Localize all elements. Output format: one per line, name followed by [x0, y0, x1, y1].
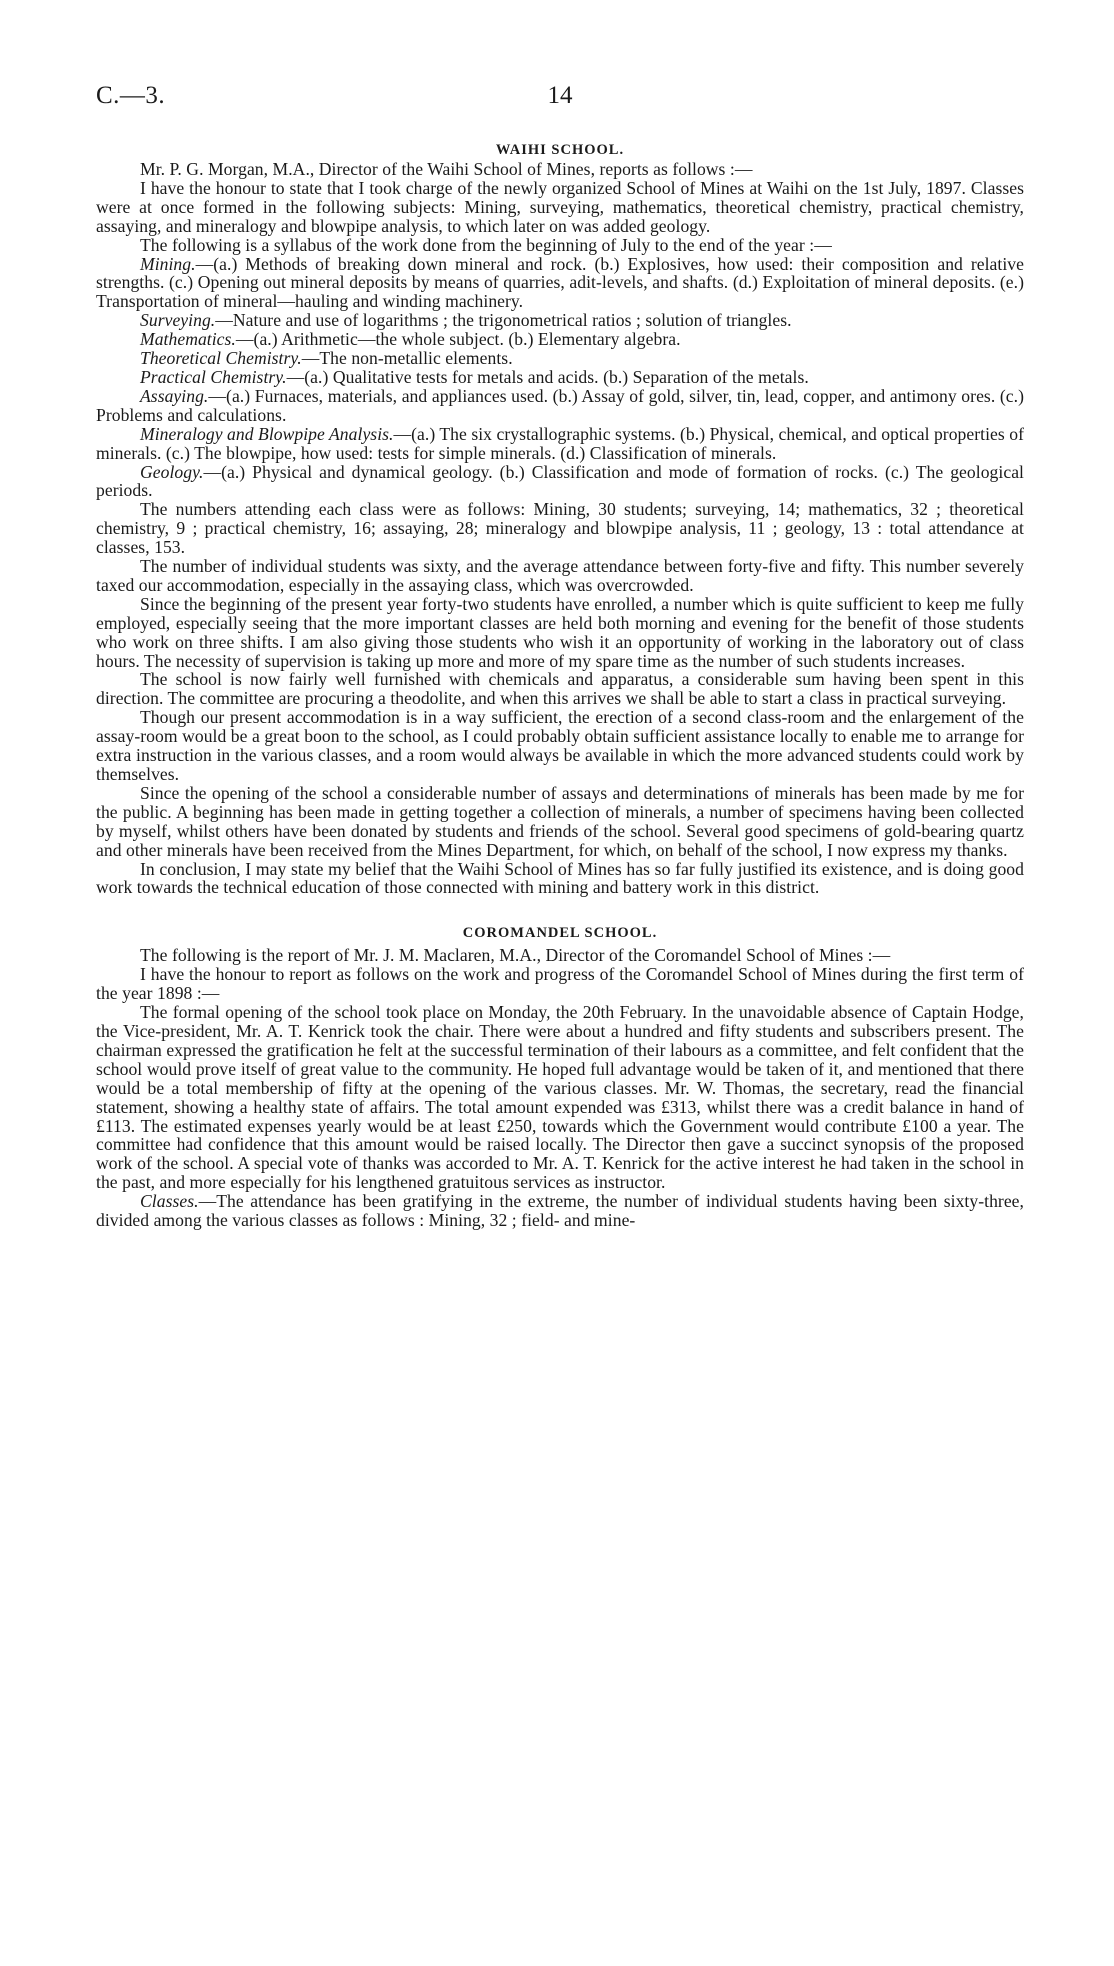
syllabus-mathematics	[96, 330, 1024, 349]
subject-title: Theoretical Chemistry.	[140, 348, 302, 369]
subject-text: —(a.) Methods of breaking down mineral and rock. (b.) Explosives, how used: their composition and relative strengths. (c.) Opening out mineral deposits by means of quarries, adit-levels, and shafts. (d.) Exploitation of mineral deposits. (e.) Transportation of mineral—hauling and winding machinery.	[96, 253, 1024, 312]
waihi-paragraph-5: Since the beginning of the present year forty-two students have enrolled, a number which is quite sufficient to keep me fully employed, especially seeing that the more important classes are held both morning and evening for the benefit of those students who work on three shifts. I am also giving those students who wish it an opportunity of working in the laboratory out of class hours. The necessity of supervision is taking up more and more of my spare time as the number of such students increases.	[96, 593, 1024, 671]
waihi-paragraph-1: I have the honour to state that I took charge of the newly organized School of Mines at Waihi on the 1st July, 1897. Classes were at once formed in the following subjects: Mining, surveying, mathematics, theoretical chemistry, practical chemistry, assaying, and mineralogy and blowpipe analysis, to which later on was added geology.	[96, 177, 1024, 236]
subject-text: —(a.) Furnaces, materials, and appliances used. (b.) Assay of gold, silver, tin, lead, copper, and antimony ores. (c.) Problems and calculations.	[96, 385, 1024, 425]
coromandel-paragraph-2: The formal opening of the school took place on Monday, the 20th February. In the unavoidable absence of Captain Hodge, the Vice-president, Mr. A. T. Kenrick took the chair. There were about a hundred and fifty students and subscribers present. The chairman expressed the gratification he felt at the successful termination of their labours as a committee, and felt confident that the school would prove itself of great value to the community. He hoped full advantage would be taken of it, and mentioned that there would be a total membership of fifty at the opening of the various classes. Mr. W. Thomas, the secretary, read the financial statement, showing a healthy state of affairs. The total amount expended was £313, whilst there was a credit balance in hand of £113. The estimated expenses yearly would be at least £250, towards which the Government would contribute £100 a year. The committee had confidence that this amount would be raised locally. The Director then gave a succinct synopsis of the proposed work of the school. A special vote of thanks was accorded to Mr. A. T. Kenrick for the active interest he had taken in the school in the past, and more especially for his lengthened gratuitous services as instructor.	[96, 1002, 1024, 1193]
subject-title: Geology.	[140, 461, 204, 482]
coromandel-intro: The following is the report of Mr. J. M. Maclaren, M.A., Director of the Coromandel School of Mines :—	[140, 945, 891, 966]
syllabus-surveying	[96, 311, 1024, 330]
syllabus-mining	[96, 255, 1024, 312]
waihi-paragraph-7: Though our present accommodation is in a way sufficient, the erection of a second class-room and the enlargement of the assay-room would be a great boon to the school, as I could probably obtain sufficient assistance locally to enable me to arrange for extra instruction in the various classes, and a room would always be available in which the more advanced students could work by themselves.	[96, 707, 1024, 784]
waihi-paragraph-6: The school is now fairly well furnished with chemicals and apparatus, a considerable sum having been spent in this direction. The committee are procuring a theodolite, and when this arrives we shall be able to start a class in practical surveying.	[96, 669, 1024, 709]
coromandel-heading: COROMANDEL SCHOOL.	[462, 925, 658, 942]
subject-title: Assaying.	[140, 385, 209, 406]
syllabus-mineralogy	[96, 425, 1024, 463]
syllabus-geology	[96, 463, 1024, 501]
waihi-intro: Mr. P. G. Morgan, M.A., Director of the Waihi School of Mines, reports as follows :—	[140, 159, 753, 179]
syllabus-theoretical-chemistry	[96, 349, 1024, 368]
page-number: 14	[547, 82, 573, 109]
waihi-heading: WAIHI SCHOOL.	[495, 142, 625, 158]
waihi-paragraph-8: Since the opening of the school a considerable number of assays and determinations of minerals has been made by me for the public. A beginning has been made in getting together a collection of minerals, a number of specimens having been collected by myself, whilst others have been donated by students and friends of the school. Several good specimens of gold-bearing quartz and other minerals have been received from the Mines Department, for which, on behalf of the school, I now express my thanks.	[96, 782, 1024, 860]
waihi-paragraph-9: In conclusion, I may state my belief that the Waihi School of Mines has so far fully justified its existence, and is doing good work towards the technical education of those connected with mining and battery work in this district.	[96, 858, 1024, 898]
waihi-paragraph-4: The number of individual students was sixty, and the average attendance between forty-five and fifty. This number severely taxed our accommodation, especially in the assaying class, which was overcrowded.	[96, 556, 1024, 595]
subject-text: —(a.) Arithmetic—the whole subject. (b.) Elementary algebra.	[235, 329, 681, 350]
coromandel-paragraph-1: I have the honour to report as follows on the work and progress of the Coromandel School of Mines during the first term of the year 1898 :—	[96, 964, 1024, 1004]
subject-title: Practical Chemistry.	[140, 366, 287, 387]
syllabus-assaying	[96, 387, 1024, 425]
subject-text: —(a.) Qualitative tests for metals and acids. (b.) Separation of the metals.	[286, 366, 809, 387]
subject-text: —(a.) Physical and dynamical geology. (b.) Classification and mode of formation of rocks. (c.) The geological periods.	[96, 461, 1024, 501]
syllabus-practical-chemistry	[96, 368, 1024, 387]
subject-text: —Nature and use of logarithms ; the trigonometrical ratios ; solution of triangles.	[215, 310, 792, 331]
waihi-paragraph-3: The numbers attending each class were as follows: Mining, 30 students; surveying, 14; mathematics, 32 ; theoretical chemistry, 9 ; practical chemistry, 16; assaying, 28; mineralogy and blowpipe analysis, 11 ; geology, 13 : total attendance at classes, 153.	[96, 499, 1024, 558]
page-header	[96, 82, 1024, 132]
subject-title: Mathematics.	[140, 329, 236, 350]
subject-title: Mining.	[140, 253, 196, 274]
document-page	[96, 82, 1024, 1230]
subject-title: Surveying.	[140, 310, 216, 331]
classes-text: —The attendance has been gratifying in the extreme, the number of individual students having been sixty-three, divided among the various classes as follows : Mining, 32 ; field- and mine-	[96, 1191, 1024, 1231]
subject-text: —(a.) The six crystallographic systems. (b.) Physical, chemical, and optical properties of minerals. (c.) The blowpipe, how used: tests for simple minerals. (d.) Classification of minerals.	[96, 423, 1025, 463]
subject-title: Mineralogy and Blowpipe Analysis.	[140, 423, 394, 444]
coromandel-classes	[96, 1192, 1024, 1230]
waihi-paragraph-2: The following is a syllabus of the work done from the beginning of July to the end of the year :—	[140, 234, 832, 255]
document-reference: C.—3.	[96, 82, 166, 109]
classes-title: Classes.	[140, 1191, 199, 1212]
subject-text: —The non-metallic elements.	[301, 348, 513, 369]
